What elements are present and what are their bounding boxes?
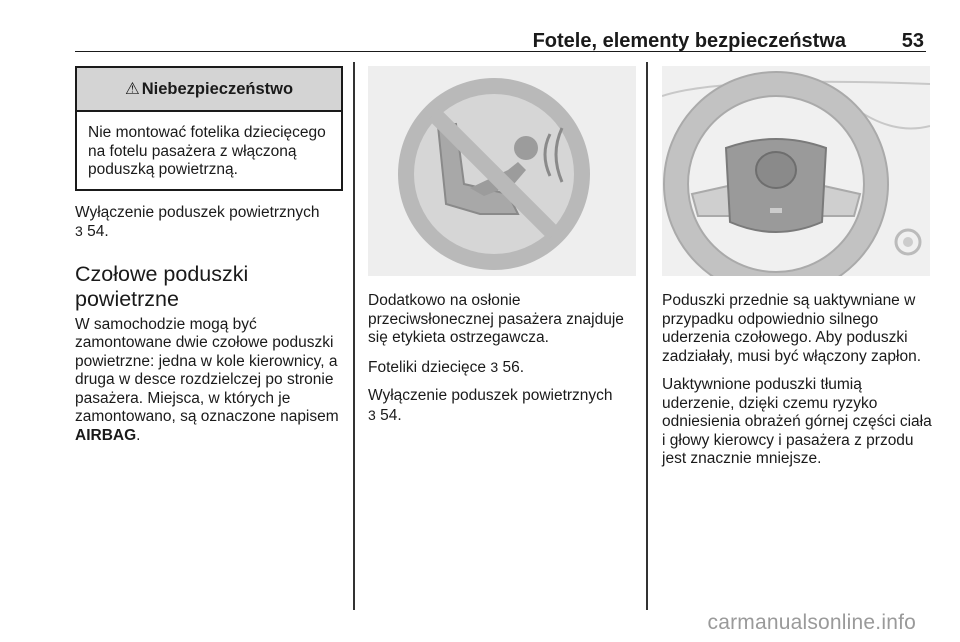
page-header xyxy=(75,0,926,52)
warning-header xyxy=(77,68,341,112)
column-1 xyxy=(75,66,343,445)
column-divider-1 xyxy=(353,62,355,610)
page-ref-icon: 3 xyxy=(368,406,376,423)
sun-visor-label-text: Dodatkowo na osłonie przeciwsłonecznej pasażera znajduje się etykieta ostrzegawcza. xyxy=(368,292,624,346)
deactivation-page-link[interactable]: 54. xyxy=(380,406,402,424)
page-ref-icon: 3 xyxy=(490,358,499,375)
section-body xyxy=(75,316,343,446)
column-divider-2 xyxy=(646,62,648,610)
section-heading: Czołowe poduszki powietrzne xyxy=(75,261,249,311)
airbag-label: AIRBAG xyxy=(75,426,137,444)
column-3 xyxy=(662,66,932,469)
warning-box xyxy=(75,66,343,191)
warning-text: Nie montować fotelika dziecięcego na fotelu pasażera z włączoną poduszką powietrzną. xyxy=(88,124,326,178)
airbag-protection-text: Uaktywnione poduszki tłumią uderzenie, dzięki czemu ryzyko odniesienia obrażeń górnej części ciała i głowy kierowcy i pasażera z przodu jest znacznie mniejsze. xyxy=(662,376,932,467)
deactivation-text: Wyłączenie poduszek powietrznych xyxy=(368,387,613,404)
steering-wheel-airbag-icon xyxy=(662,66,930,276)
section-body-end: . xyxy=(136,426,141,444)
no-child-seat-figure xyxy=(368,66,636,276)
watermark: carmanualsonline.info xyxy=(707,611,916,634)
child-seats-ref xyxy=(368,358,636,378)
warning-triangle-icon: ⚠ xyxy=(124,79,140,98)
chapter-title: Fotele, elementy bezpieczeństwa xyxy=(532,30,846,52)
page-ref-link[interactable]: 54. xyxy=(87,223,109,240)
no-child-seat-airbag-icon xyxy=(368,66,636,276)
page-number: 53 xyxy=(901,30,924,52)
airbag-activation-text: Poduszki przednie są uaktywniane w przypadku odpowiednio silnego uderzenia czołowego. Aby poduszki zadziałały, musi być włączony zapłon. xyxy=(662,292,922,365)
child-seats-text: Foteliki dziecięce xyxy=(368,358,487,376)
column-2 xyxy=(368,66,636,425)
section-body-text: W samochodzie mogą być zamontowane dwie czołowe poduszki powietrzne: jedna w kole kierownicy, a druga w desce rozdzielczej po stronie pasażera. Miejsca, w których je zamontowano, są oznaczone napisem xyxy=(75,315,339,425)
steering-wheel-figure xyxy=(662,66,930,276)
child-seats-page-link[interactable]: 56. xyxy=(502,358,525,376)
deactivation-ref xyxy=(368,387,636,425)
page-ref-icon: 3 xyxy=(75,223,83,239)
ref-text: Wyłączenie poduszek powietrznych xyxy=(75,203,320,221)
airbag-deactivation-ref xyxy=(75,204,343,242)
warning-title: Niebezpieczeństwo xyxy=(141,79,294,98)
